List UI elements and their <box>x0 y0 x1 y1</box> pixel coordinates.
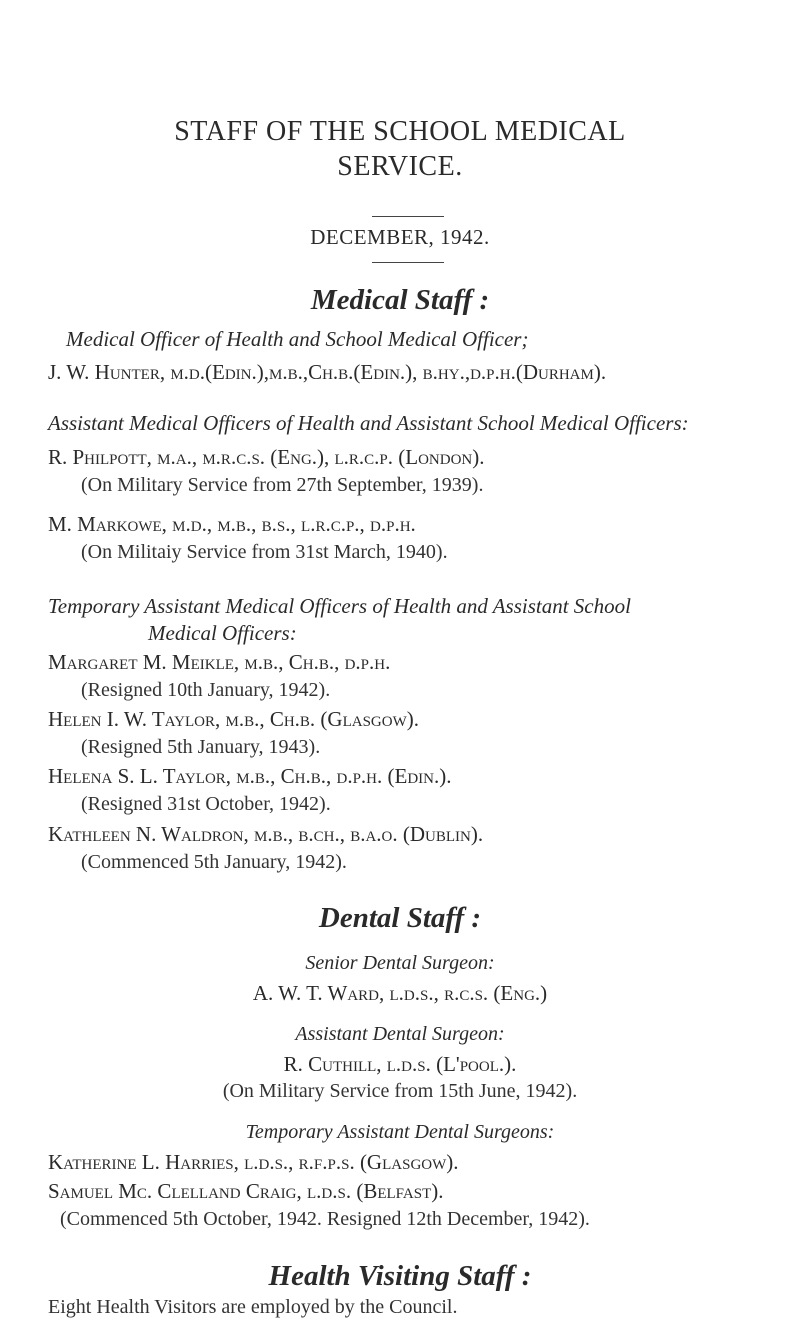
temporary-dental-title: Temporary Assistant Dental Surgeons: <box>245 1121 555 1143</box>
dental-staff-heading: Dental Staff : <box>318 902 482 934</box>
assistant-moh-title: Assistant Medical Officers of Health and Assistant School Medical Officers: <box>48 411 689 435</box>
health-visiting-heading: Health Visiting Staff : <box>268 1260 532 1292</box>
senior-dental-title: Senior Dental Surgeon: <box>305 952 495 974</box>
title-divider-bottom <box>372 262 444 263</box>
assistant-dental-name: R. Cuthill, l.d.s. (L'pool.). <box>283 1052 517 1076</box>
temporary-moh-title-line-2: Medical Officers: <box>148 621 297 645</box>
assistant-moh-1-note: (On Military Service from 27th September, 1939). <box>81 474 484 496</box>
health-visiting-text: Eight Health Visitors are employed by the Council. <box>48 1296 458 1318</box>
assistant-moh-2-name: M. Markowe, m.d., m.b., b.s., l.r.c.p., d.p.h. <box>48 512 416 536</box>
temp-moh-4-name: Kathleen N. Waldron, m.b., b.ch., b.a.o. (Dublin). <box>48 822 484 846</box>
assistant-moh-2-note: (On Militaiy Service from 31st March, 1940). <box>81 541 448 563</box>
temp-moh-3-note: (Resigned 31st October, 1942). <box>81 793 331 815</box>
report-date: DECEMBER, 1942. <box>310 225 490 249</box>
assistant-moh-1-name: R. Philpott, m.a., m.r.c.s. (Eng.), l.r.c.p. (London). <box>48 445 485 469</box>
temp-dental-1-name: Katherine L. Harries, l.d.s., r.f.p.s. (Glasgow). <box>48 1150 459 1174</box>
title-divider-top <box>372 216 444 217</box>
temp-moh-2-note: (Resigned 5th January, 1943). <box>81 736 321 758</box>
temp-moh-1-name: Margaret M. Meikle, m.b., Ch.b., d.p.h. <box>48 650 391 674</box>
page-title-line-1: STAFF OF THE SCHOOL MEDICAL <box>174 116 626 147</box>
temporary-moh-title-line-1: Temporary Assistant Medical Officers of Health and Assistant School <box>48 594 631 618</box>
temp-moh-1-note: (Resigned 10th January, 1942). <box>81 679 331 701</box>
page-title-line-2: SERVICE. <box>337 151 463 182</box>
moh-name: J. W. Hunter, m.d.(Edin.),m.b.,Ch.b.(Edin.), b.hy.,d.p.h.(Durham). <box>48 360 607 384</box>
medical-staff-heading: Medical Staff : <box>310 284 490 316</box>
temp-moh-4-note: (Commenced 5th January, 1942). <box>81 851 347 873</box>
temp-moh-3-name: Helena S. L. Taylor, m.b., Ch.b., d.p.h. (Edin.). <box>48 764 452 788</box>
temp-dental-2-note: (Commenced 5th October, 1942. Resigned 12th December, 1942). <box>60 1208 590 1230</box>
senior-dental-name: A. W. T. Ward, l.d.s., r.c.s. (Eng.) <box>252 981 548 1005</box>
temp-dental-2-name: Samuel Mc. Clelland Craig, l.d.s. (Belfast). <box>48 1179 444 1203</box>
moh-title: Medical Officer of Health and School Medical Officer; <box>66 327 529 351</box>
assistant-dental-title: Assistant Dental Surgeon: <box>295 1023 505 1045</box>
assistant-dental-note: (On Military Service from 15th June, 1942). <box>222 1080 578 1102</box>
temp-moh-2-name: Helen I. W. Taylor, m.b., Ch.b. (Glasgow). <box>48 707 419 731</box>
